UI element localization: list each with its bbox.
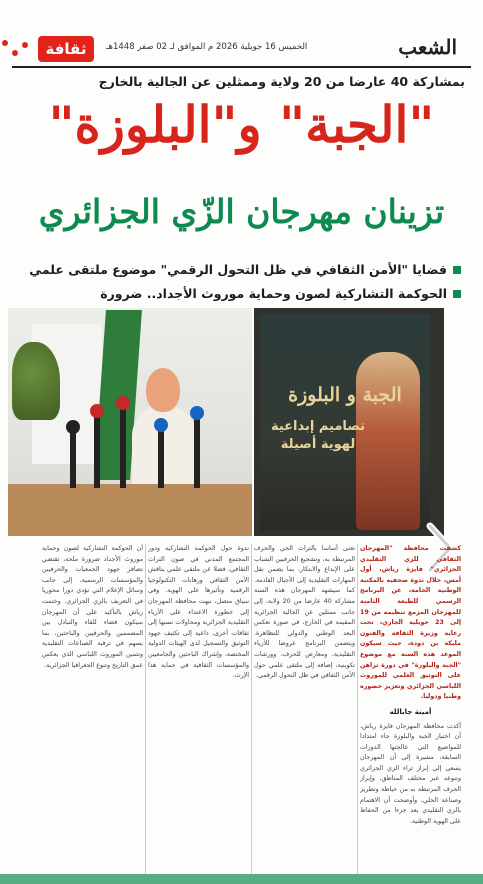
microphone-stand [94,412,100,488]
speaker-head [146,368,180,412]
microphone-stand [194,414,200,488]
headline-primary: "الجبة" و"البلوزة" [48,95,435,154]
press-conference-photo [8,308,252,536]
article-column-1 [360,544,461,874]
article-body-text: أن الحوكمة التشاركية لصون وحماية موروث الأجداد ضرورة ملحة، تقتضي تضافر جهود الجمعيات والحرفيين والمؤسسات الرسمية، إلى جانب وسائل الإعلام التي تؤدي دورا محوريا في التعريف بالزي الجزائري. وختمت رياش بالتأكيد على أن المهرجان سيكون فضاء للقاء والتبادل بين المصممين والحرفيين والباحثين، بما يسهم في ترقية الصناعات التقليدية وتثمين الموروث اللباسي الذي يعكس عمق التاريخ وتنوع الجغرافيا الجزائرية. [42,545,143,669]
headline-secondary: تزينان مهرجان الزّي الجزائري [38,192,445,231]
issue-date: الخميس 16 جويلية 2026 م الموافق لـ 02 صفر 1448هـ [106,42,308,52]
column-divider [145,544,146,874]
microphone-icon [154,418,168,432]
festival-poster-photo [254,308,444,536]
article-column-2 [254,544,355,874]
festival-poster [260,314,430,530]
microphone-icon [66,420,80,434]
poster-title: الجبة و البلوزة [288,384,402,406]
masthead-bar [0,34,483,64]
microphone-stand [158,426,164,488]
poster-subtitle: تصاميم إبداعية لهوية أصيلة [270,419,366,453]
green-square-bullet-icon [453,266,461,274]
article-body-text: تعنى أساسا بالتراث الحي والحرف المرتبطة به، وتشجيع الحرفيين الشباب على الإبداع والابتكار، بما يضمن نقل المهارات التقليدية إلى الأجيال القادمة. كما سيشهد المهرجان هذه السنة مشاركة 40 عارضا من 20 ولاية، إلى جانب ممثلين عن الجالية الجزائرية المقيمة في الخارج، في صورة تعكس البعد الوطني والدولي للتظاهرة. ويتضمن البرنامج عروضا للأزياء التقليدية، ومعارض للحرف، وورشات تكوينية، إضافة إلى ملتقى علمي حول الأمن الثقافي في ظل التحول الرقمي. [254,545,355,680]
deck-text: الحوكمة التشاركية لصون وحماية موروث الأجداد.. ضرورة [100,286,447,301]
article-column-3 [148,544,249,874]
plant-decoration [12,342,60,420]
microphone-icon [116,396,130,410]
newspaper-logo: الشعب [398,35,457,59]
badge-dots-decoration [0,36,36,62]
article-body-text: ندوة حول الحوكمة التشاركية ودور المجتمع المدني في صون التراث الثقافي، فضلا عن ملتقى علمي يناقش الأمن الثقافي ورهانات التكنولوجيا الرقمية وتأثيرها على الهوية. وفي سياق متصل، نبهت محافظة المهرجان إلى خطورة الاعتداء على الأزياء التقليدية الجزائرية ومحاولات نسبها إلى ثقافات أخرى، داعية إلى تكثيف جهود التوثيق والتسجيل لدى الهيئات الدولية المختصة، وإشراك الباحثين والجامعيين والمؤسسات الثقافية في حماية هذا الإرث. [148,545,249,680]
column-divider [357,544,358,874]
podium-table [8,484,252,536]
green-square-bullet-icon [453,290,461,298]
article-kicker: بمشاركة 40 عارضا من 20 ولاية وممثلين عن الجالية بالخارج [98,74,465,89]
author-byline: أمينة جابالله [389,707,432,716]
bottom-color-strip [0,874,483,884]
microphone-icon [90,404,104,418]
section-badge: ثقافة [38,36,94,62]
deck-line [12,286,461,301]
deck-line [12,262,461,277]
microphone-icon [190,406,204,420]
column-divider [251,544,252,874]
article-column-4 [42,544,143,874]
microphone-stand [70,428,76,488]
header-divider [12,66,471,68]
article-body-text: أكدت محافظة المهرجان فايزة رياش، أن اختيار الجبة والبلوزة جاء امتدادا للمواضيع التي عالجتها الدورات السابقة، مشيرة إلى أن المهرجان يسعى إلى إبراز ثراء الزي الجزائري وتنوعه عبر مختلف المناطق، وإبراز الحرف المرتبطة به من خياطة وتطريز وصناعة الحلي، وأوضحت أن الاهتمام بالزي التقليدي يعد جزءا من الحفاظ على الهوية الوطنية. [360,722,461,825]
article-lead: كشفت محافظة "المهرجان الثقافي للزي التقليدي الجزائري" فايزة رياش، أول أمس، خلال ندوة صحفية بالمكتبة الوطنية الحامة، عن البرنامج الرسمي للطبعة الثامنة للمهرجان المزمع تنظيمه من 19 إلى 23 جويلية الجاري، تحت رعاية وزيرة الثقافة والفنون مليكة بن دودة، حيث سيكون الموعد هذه السنة مع موضوع "الجبة والبلوزة" في دورة تراهن على التوثيق العلمي للموروث اللباسي الجزائري وتعزيز حضوره وطنيا ودوليا. [360,545,461,701]
deck-text: قضايا "الأمن الثقافي في ظل التحول الرقمي" موضوع ملتقى علمي [29,262,447,277]
microphone-stand [120,404,126,488]
